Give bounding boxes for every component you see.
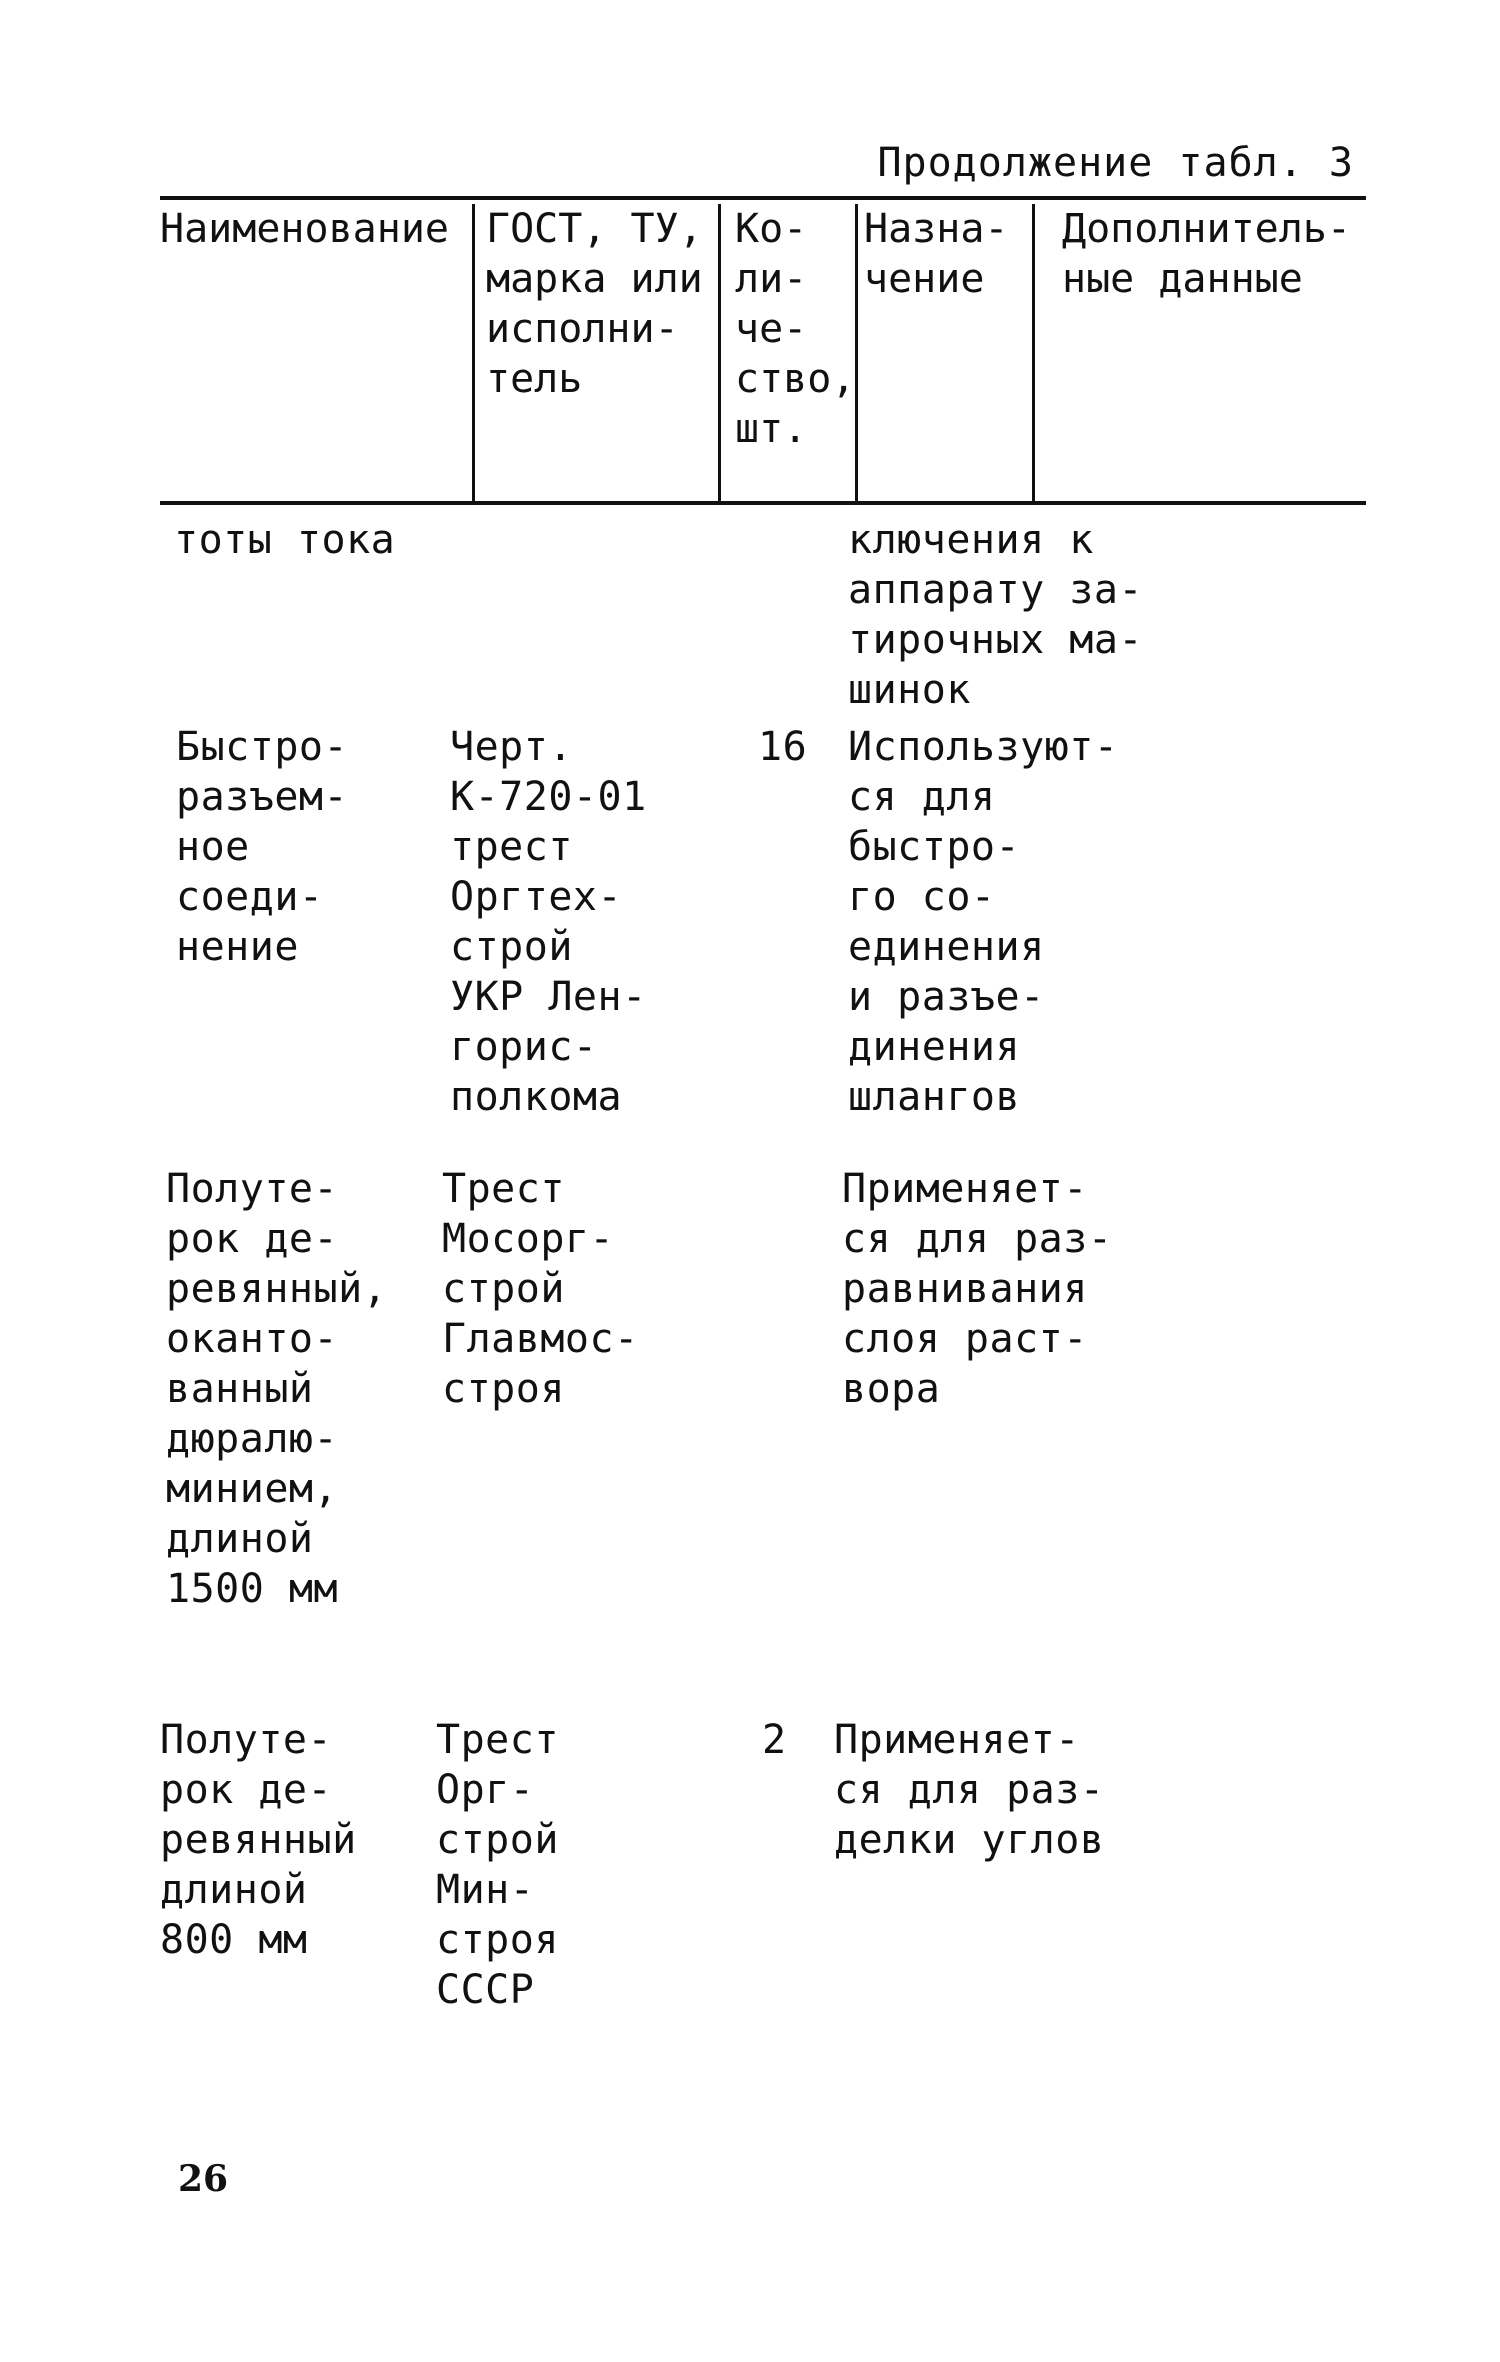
table-row-name: Быстро- разъем- ное соеди- нение — [176, 724, 349, 970]
table-row-gost: Трест Мосорг- строй Главмос- строя — [442, 1166, 639, 1412]
table-caption: Продолжение табл. 3 — [877, 140, 1354, 186]
table-row-gost: Черт. К-720-01 трест Оргтех- строй УКР Лен- горис- полкома — [450, 724, 647, 1120]
header-extra: Дополнитель- ные данные — [1062, 206, 1351, 302]
column-divider — [1032, 204, 1035, 504]
column-divider — [472, 204, 475, 504]
table-row-quantity: 2 — [762, 1717, 787, 1763]
table-row-gost: Трест Орг- строй Мин- строя СССР — [436, 1717, 559, 2013]
table-row-purpose: Применяет- ся для раз- равнивания слоя раст- вора — [842, 1166, 1113, 1412]
table-row-purpose: ключения к аппарату за- тирочных ма- шинок — [848, 517, 1143, 713]
header-gost: ГОСТ, ТУ, марка или исполни- тель — [486, 206, 703, 402]
table-row-purpose: Используют- ся для быстро- го со- единения и разъе- динения шлангов — [848, 724, 1119, 1120]
table-header-bottom-rule — [160, 501, 1366, 505]
table-row-name: тоты тока — [174, 517, 396, 563]
table-row-quantity: 16 — [758, 724, 808, 770]
page-number: 26 — [178, 2158, 229, 2200]
header-purpose: Назна- чение — [864, 206, 1009, 302]
column-divider — [855, 204, 858, 504]
header-name: Наименование — [160, 206, 449, 252]
column-divider — [718, 204, 721, 504]
table-row-purpose: Применяет- ся для раз- делки углов — [834, 1717, 1105, 1863]
table-top-rule — [160, 196, 1366, 200]
table-row-name: Полуте- рок де- ревянный длиной 800 мм — [160, 1717, 357, 1963]
header-quantity: Ко- ли- че- ство, шт. — [735, 206, 856, 452]
table-row-name: Полуте- рок де- ревянный, оканто- ванный дюралю- минием, длиной 1500 мм — [166, 1166, 388, 1612]
